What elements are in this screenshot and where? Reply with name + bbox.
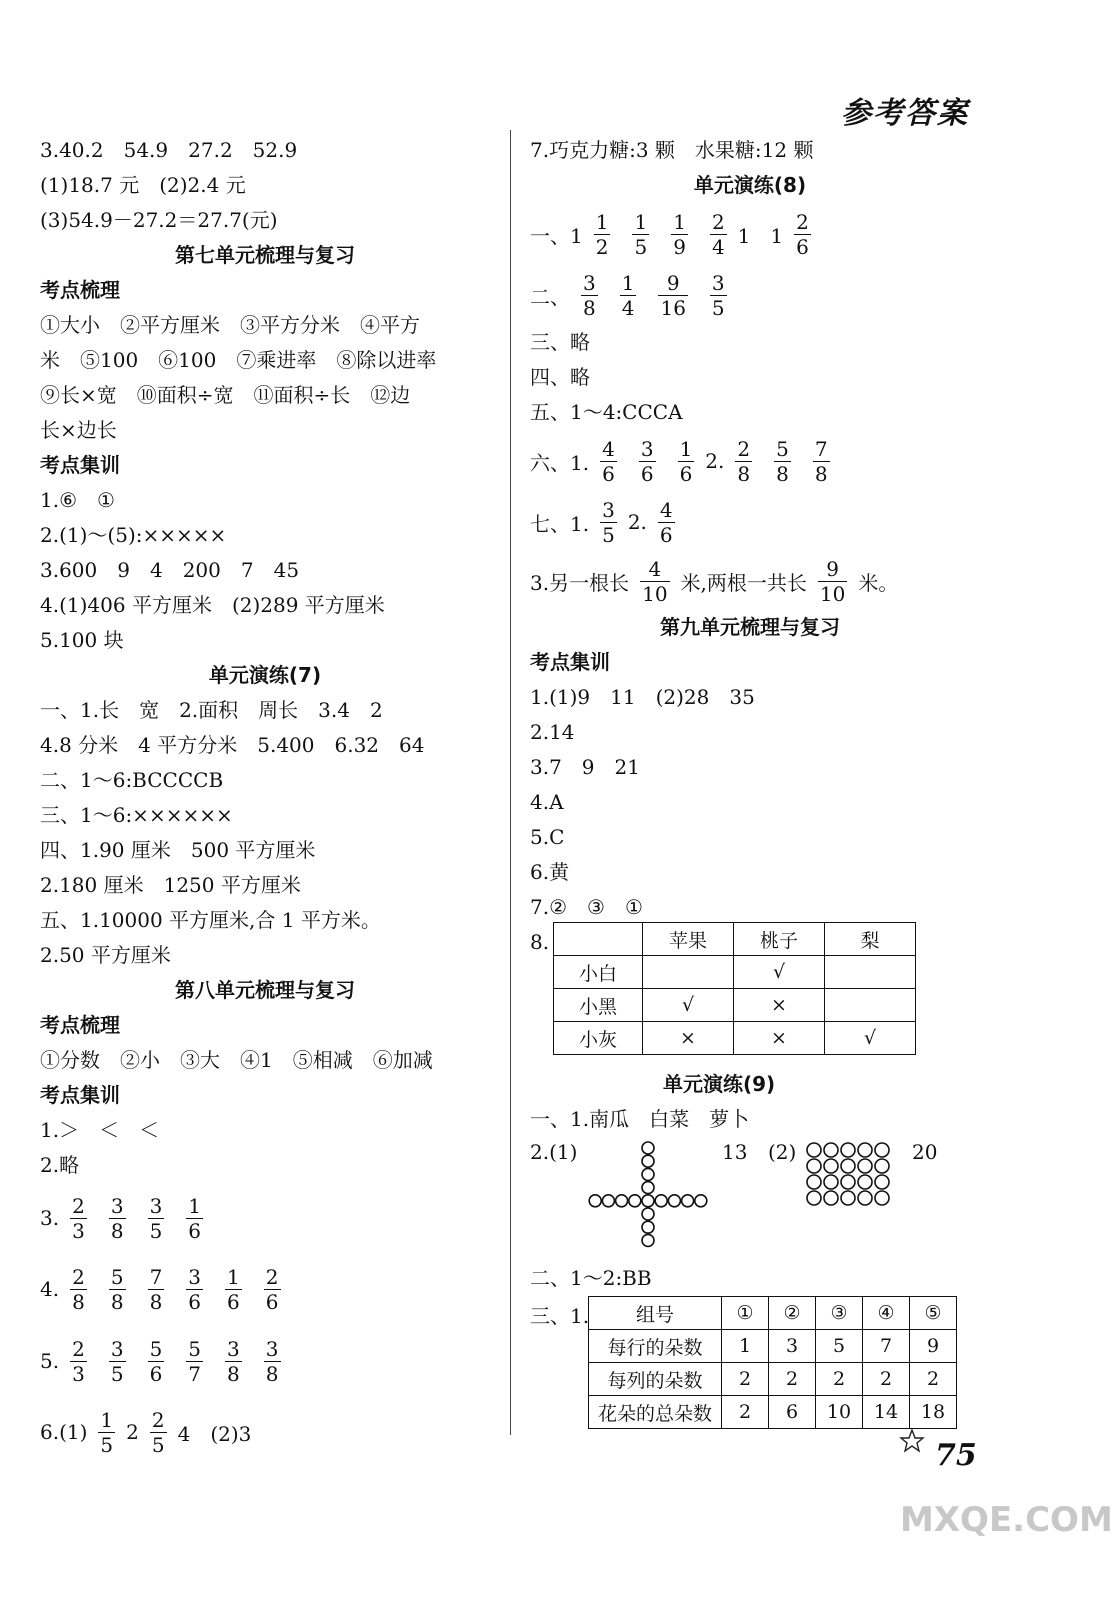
denominator: 16 xyxy=(660,295,686,320)
denominator: 7 xyxy=(188,1361,202,1386)
numerator: 2 xyxy=(72,1336,85,1361)
fraction-group xyxy=(589,436,705,486)
answer-text: 米,两根一共长 xyxy=(680,570,807,595)
table-cell: ⑤ xyxy=(910,1297,957,1330)
column-divider xyxy=(510,130,511,1435)
table-cell: 7 xyxy=(863,1330,910,1363)
table-cell: 2 xyxy=(816,1363,863,1396)
answer-prefix: 七、1. xyxy=(530,511,590,536)
answer-line: 二、1～6:BCCCCB xyxy=(40,768,224,792)
numerator: 3 xyxy=(227,1336,240,1361)
answer-prefix: 3. xyxy=(40,1206,60,1230)
answer-line: (1)18.7 元 (2)2.4 元 xyxy=(40,173,246,197)
numerator: 5 xyxy=(776,436,789,461)
numerator: 1 xyxy=(595,209,609,234)
section-title: 单元演练(8) xyxy=(693,173,807,197)
answer-text: 20 xyxy=(912,1140,938,1164)
answer-line: 8. xyxy=(530,930,550,954)
fraction xyxy=(150,1407,167,1457)
answer-line: 2.50 平方厘米 xyxy=(40,943,171,967)
fraction-line xyxy=(530,492,970,552)
table-cell: × xyxy=(734,989,825,1022)
table-cell: 10 xyxy=(816,1396,863,1429)
numerator: 3 xyxy=(602,497,615,522)
fraction xyxy=(710,209,727,259)
fraction xyxy=(710,270,727,320)
numerator: 9 xyxy=(826,556,839,581)
circle-mark xyxy=(629,1195,641,1207)
numerator: 4 xyxy=(648,556,662,581)
circle-mark xyxy=(858,1191,872,1205)
fraction xyxy=(264,1336,281,1386)
numerator: 1 xyxy=(634,209,648,234)
answer-prefix: 二、 xyxy=(530,284,570,309)
denominator: 5 xyxy=(100,1432,114,1457)
table-cell: 9 xyxy=(910,1330,957,1363)
table-cell: 5 xyxy=(816,1330,863,1363)
answer-line: 2.180 厘米 1250 平方厘米 xyxy=(40,873,301,897)
numerator: 3 xyxy=(110,1193,124,1218)
fraction xyxy=(139,1407,178,1457)
numerator: 7 xyxy=(149,1264,163,1289)
numerator: 7 xyxy=(814,436,828,461)
circle-mark xyxy=(841,1175,855,1189)
denominator: 6 xyxy=(149,1361,163,1386)
fraction xyxy=(794,209,811,259)
numerator: 3 xyxy=(640,436,654,461)
table-cell: ④ xyxy=(863,1297,910,1330)
subsection-title: 考点集训 xyxy=(40,1083,120,1107)
table-cell: × xyxy=(734,1022,825,1055)
fraction xyxy=(70,1264,87,1314)
denominator: 8 xyxy=(110,1218,124,1243)
denominator: 6 xyxy=(679,461,693,486)
fraction-line xyxy=(40,1253,490,1325)
numerator: 2 xyxy=(72,1193,85,1218)
circle-mark xyxy=(682,1195,694,1207)
circle-mark xyxy=(642,1221,654,1233)
subsection-title: 考点集训 xyxy=(530,650,610,674)
circle-mark xyxy=(807,1175,821,1189)
denominator: 8 xyxy=(265,1361,279,1386)
circle-mark xyxy=(807,1191,821,1205)
answer-line: 1.⑥ ① xyxy=(40,488,115,512)
table-cell: 1 xyxy=(722,1330,769,1363)
fraction xyxy=(600,497,617,547)
denominator: 6 xyxy=(659,522,673,547)
numerator: 1 xyxy=(621,270,635,295)
answer-line: 6.黄 xyxy=(530,860,570,884)
answer-line: 2.14 xyxy=(530,720,575,744)
fraction xyxy=(807,556,858,606)
denominator: 10 xyxy=(642,581,668,606)
fraction-line xyxy=(530,203,970,265)
circle-mark xyxy=(589,1195,601,1207)
table-row xyxy=(589,1363,957,1396)
answer-line: (3)54.9－27.2＝27.7(元) xyxy=(40,208,278,232)
numerator: 1 xyxy=(188,1193,202,1218)
table-row xyxy=(554,956,916,989)
fraction xyxy=(109,1336,126,1386)
section-title: 第九单元梳理与复习 xyxy=(660,615,840,639)
circle-mark xyxy=(642,1234,654,1246)
fraction xyxy=(98,1407,115,1457)
circle-mark xyxy=(875,1191,889,1205)
fruit-preference-table xyxy=(553,922,916,1055)
circle-mark xyxy=(655,1195,667,1207)
numerator: 2 xyxy=(711,209,725,234)
numerator: 1 xyxy=(679,436,693,461)
fraction xyxy=(632,209,649,259)
fraction xyxy=(70,1336,87,1386)
numerator: 3 xyxy=(711,270,725,295)
answer-text: 13 xyxy=(722,1140,748,1164)
answer-line: 4.A xyxy=(530,790,564,814)
fraction xyxy=(225,1264,242,1314)
circle-mark xyxy=(841,1143,855,1157)
denominator: 6 xyxy=(265,1289,279,1314)
numerator: 5 xyxy=(110,1264,124,1289)
circle-mark xyxy=(858,1143,872,1157)
circle-mark xyxy=(807,1159,821,1173)
answer-line: 三、1～6:×××××× xyxy=(40,803,233,827)
fraction-group xyxy=(59,1336,291,1386)
answer-line: ⑨长×宽 ⑩面积÷宽 ⑪面积÷长 ⑫边 xyxy=(40,383,411,407)
answer-prefix: 三、1. xyxy=(530,1304,590,1328)
answer-prefix: (2) xyxy=(768,1140,797,1164)
fraction-group xyxy=(583,209,738,259)
answer-line: 米 ⑤100 ⑥100 ⑦乘进率 ⑧除以进率 xyxy=(40,348,437,372)
answer-line: 4.8 分米 4 平方分米 5.400 6.32 64 xyxy=(40,733,425,757)
table-cell: 2 xyxy=(910,1363,957,1396)
circle-mark xyxy=(616,1195,628,1207)
table-cell: 苹果 xyxy=(643,923,734,956)
denominator: 8 xyxy=(149,1289,163,1314)
circle-mark xyxy=(642,1155,654,1167)
answer-prefix: 一、1 xyxy=(530,223,583,248)
circle-mark xyxy=(642,1142,654,1154)
table-cell: ② xyxy=(769,1297,816,1330)
denominator: 8 xyxy=(776,461,789,486)
answer-text: 4 (2)3 xyxy=(177,1421,252,1446)
denominator: 10 xyxy=(819,581,846,606)
answer-prefix: 5. xyxy=(40,1349,60,1373)
table-cell: 桃子 xyxy=(734,923,825,956)
flower-count-table xyxy=(588,1296,957,1429)
table-cell: × xyxy=(643,1022,734,1055)
fraction xyxy=(186,1264,203,1314)
circle-mark xyxy=(642,1195,654,1207)
table-cell: 18 xyxy=(910,1396,957,1429)
denominator: 8 xyxy=(583,295,596,320)
answer-line: 二、1～2:BB xyxy=(530,1266,652,1290)
numerator: 2 xyxy=(151,1407,165,1432)
fraction xyxy=(639,436,656,486)
watermark: MXQE.COM xyxy=(900,1500,1113,1540)
circle-mark xyxy=(841,1159,855,1173)
answer-line: 3.40.2 54.9 27.2 52.9 xyxy=(40,138,298,162)
circle-mark xyxy=(875,1143,889,1157)
subsection-title: 考点集训 xyxy=(40,453,120,477)
denominator: 8 xyxy=(72,1289,85,1314)
answer-line: 1.(1)9 11 (2)28 35 xyxy=(530,685,755,709)
table-row xyxy=(589,1330,957,1363)
fraction-group xyxy=(59,1193,214,1243)
fraction xyxy=(589,497,628,547)
denominator: 6 xyxy=(188,1289,202,1314)
table-cell: 梨 xyxy=(825,923,916,956)
fraction xyxy=(148,1264,165,1314)
fraction-line xyxy=(40,1183,490,1253)
answer-prefix: 2.(1) xyxy=(530,1140,578,1164)
numerator: 1 xyxy=(673,209,686,234)
denominator: 8 xyxy=(227,1361,240,1386)
table-cell xyxy=(825,989,916,1022)
fraction-group xyxy=(570,270,738,320)
circle-mark xyxy=(875,1159,889,1173)
fraction xyxy=(594,209,611,259)
denominator: 8 xyxy=(737,461,751,486)
answer-prefix: 六、1. xyxy=(530,450,590,475)
answer-line: 长×边长 xyxy=(40,418,117,442)
answer-text: 3.另一根长 xyxy=(530,570,630,595)
denominator: 4 xyxy=(621,295,635,320)
table-cell: 2 xyxy=(722,1396,769,1429)
circle-mark xyxy=(602,1195,614,1207)
denominator: 4 xyxy=(711,234,725,259)
circle-mark xyxy=(858,1175,872,1189)
table-cell: √ xyxy=(825,1022,916,1055)
table-row xyxy=(554,1022,916,1055)
fraction xyxy=(658,497,675,547)
numerator: 2 xyxy=(737,436,751,461)
numerator: 3 xyxy=(110,1336,124,1361)
table-cell: ① xyxy=(722,1297,769,1330)
fraction xyxy=(658,270,687,320)
answer-line: 5.C xyxy=(530,825,565,849)
page-number: 75 xyxy=(935,1438,977,1473)
fraction xyxy=(629,556,680,606)
answer-line: 5.100 块 xyxy=(40,628,124,652)
fraction-line xyxy=(530,430,970,492)
fraction xyxy=(109,1193,126,1243)
denominator: 3 xyxy=(72,1361,85,1386)
numerator: 3 xyxy=(149,1193,163,1218)
answer-line: 一、1.长 宽 2.面积 周长 3.4 2 xyxy=(40,698,383,722)
circle-mark xyxy=(807,1143,821,1157)
fraction-line xyxy=(40,1397,490,1467)
circle-mark xyxy=(858,1159,872,1173)
circle-mark xyxy=(642,1168,654,1180)
answer-line: 2.略 xyxy=(40,1153,80,1177)
section-title: 第七单元梳理与复习 xyxy=(175,243,355,267)
table-cell: 小灰 xyxy=(554,1022,643,1055)
denominator: 2 xyxy=(595,234,609,259)
denominator: 5 xyxy=(110,1361,124,1386)
answer-text: 1 1 xyxy=(737,223,784,248)
denominator: 6 xyxy=(227,1289,240,1314)
fraction xyxy=(774,436,791,486)
circle-mark xyxy=(642,1208,654,1220)
circle-mark xyxy=(668,1195,680,1207)
numerator: 4 xyxy=(602,436,615,461)
numerator: 3 xyxy=(188,1264,202,1289)
table-row xyxy=(589,1396,957,1429)
left-column xyxy=(40,133,490,1467)
numerator: 4 xyxy=(659,497,673,522)
star-icon xyxy=(900,1428,940,1468)
fraction xyxy=(186,1336,203,1386)
answer-line: ①分数 ②小 ③大 ④1 ⑤相减 ⑥加减 xyxy=(40,1048,433,1072)
fraction xyxy=(264,1264,281,1314)
fraction xyxy=(783,209,822,259)
answer-prefix: 4. xyxy=(40,1277,60,1301)
fraction xyxy=(87,1407,126,1457)
fraction xyxy=(671,209,688,259)
answer-line: 三、略 xyxy=(530,330,590,354)
table-cell: 14 xyxy=(863,1396,910,1429)
answer-prefix: 6.(1) xyxy=(40,1420,88,1444)
table-cell: 2 xyxy=(769,1363,816,1396)
answer-line: 7.巧克力糖:3 颗 水果糖:12 颗 xyxy=(530,138,814,162)
answer-text: 2. xyxy=(705,449,725,473)
subsection-title: 考点梳理 xyxy=(40,278,120,302)
fraction-group xyxy=(59,1264,291,1314)
cross-circle-pattern xyxy=(588,1140,708,1252)
denominator: 5 xyxy=(149,1218,163,1243)
subsection-title: 考点梳理 xyxy=(40,1013,120,1037)
circle-mark xyxy=(824,1143,838,1157)
fraction xyxy=(148,1193,165,1243)
numerator: 2 xyxy=(796,209,809,234)
denominator: 8 xyxy=(814,461,828,486)
circle-mark xyxy=(642,1182,654,1194)
denominator: 6 xyxy=(640,461,654,486)
denominator: 8 xyxy=(110,1289,124,1314)
fraction xyxy=(735,436,752,486)
fraction xyxy=(186,1193,203,1243)
circle-mark xyxy=(841,1191,855,1205)
fraction xyxy=(600,436,617,486)
grid-circle-pattern xyxy=(806,1142,896,1208)
numerator: 2 xyxy=(72,1264,85,1289)
section-title: 单元演练(9) xyxy=(663,1072,776,1096)
table-cell xyxy=(643,956,734,989)
answer-line: 3.7 9 21 xyxy=(530,755,640,779)
numerator: 3 xyxy=(583,270,596,295)
denominator: 6 xyxy=(188,1218,202,1243)
numerator: 5 xyxy=(149,1336,163,1361)
numerator: 9 xyxy=(666,270,680,295)
numerator: 5 xyxy=(188,1336,202,1361)
fraction xyxy=(640,556,669,606)
answer-line: 五、1.10000 平方厘米,合 1 平方米。 xyxy=(40,908,381,932)
table-cell: 花朵的总朵数 xyxy=(589,1396,722,1429)
answer-line: 四、略 xyxy=(530,365,590,389)
fraction-line xyxy=(40,1325,490,1397)
circle-mark xyxy=(824,1191,838,1205)
denominator: 6 xyxy=(602,461,615,486)
fraction-group xyxy=(724,436,840,486)
circle-mark xyxy=(824,1159,838,1173)
table-row xyxy=(554,923,916,956)
denominator: 5 xyxy=(711,295,725,320)
fraction xyxy=(647,497,686,547)
circle-mark xyxy=(875,1175,889,1189)
table-row xyxy=(554,989,916,1022)
table-cell xyxy=(825,956,916,989)
fraction-line xyxy=(530,552,970,610)
page-header-title: 参考答案 xyxy=(841,96,969,131)
answer-line: 1.＞ ＜ ＜ xyxy=(40,1118,160,1142)
table-row xyxy=(589,1297,957,1330)
denominator: 5 xyxy=(634,234,648,259)
fraction-line xyxy=(530,265,970,325)
fraction xyxy=(148,1336,165,1386)
right-column xyxy=(530,133,970,960)
fraction xyxy=(620,270,637,320)
denominator: 9 xyxy=(673,234,686,259)
fraction xyxy=(225,1336,242,1386)
answer-line: 一、1.南瓜 白菜 萝卜 xyxy=(530,1107,750,1131)
fraction xyxy=(678,436,695,486)
answer-line: ①大小 ②平方厘米 ③平方分米 ④平方 xyxy=(40,313,420,337)
fraction xyxy=(813,436,830,486)
table-cell: 小黑 xyxy=(554,989,643,1022)
circle-mark xyxy=(695,1195,707,1207)
fraction xyxy=(109,1264,126,1314)
table-cell: 2 xyxy=(863,1363,910,1396)
answer-line: 四、1.90 厘米 500 平方厘米 xyxy=(40,838,316,862)
numerator: 1 xyxy=(100,1407,114,1432)
fraction xyxy=(818,556,847,606)
table-cell: 小白 xyxy=(554,956,643,989)
fraction xyxy=(581,270,598,320)
table-cell: 组号 xyxy=(589,1297,722,1330)
table-cell: √ xyxy=(643,989,734,1022)
table-cell: 每行的朵数 xyxy=(589,1330,722,1363)
denominator: 6 xyxy=(796,234,809,259)
section-title: 单元演练(7) xyxy=(208,663,322,687)
answer-line: 2.(1)～(5):××××× xyxy=(40,523,227,547)
section-title: 第八单元梳理与复习 xyxy=(175,978,355,1002)
numerator: 3 xyxy=(265,1336,279,1361)
table-cell xyxy=(554,923,643,956)
circle-mark xyxy=(824,1175,838,1189)
table-cell: 每列的朵数 xyxy=(589,1363,722,1396)
denominator: 5 xyxy=(602,522,615,547)
table-cell: 2 xyxy=(722,1363,769,1396)
answer-text: 米。 xyxy=(858,570,899,595)
table-cell: 6 xyxy=(769,1396,816,1429)
table-cell: 3 xyxy=(769,1330,816,1363)
denominator: 3 xyxy=(72,1218,85,1243)
answer-text: 2 xyxy=(126,1420,139,1444)
answer-line: 五、1～4:CCCA xyxy=(530,400,683,424)
answer-line: 4.(1)406 平方厘米 (2)289 平方厘米 xyxy=(40,593,385,617)
table-cell: √ xyxy=(734,956,825,989)
table-cell: ③ xyxy=(816,1297,863,1330)
numerator: 2 xyxy=(265,1264,279,1289)
fraction xyxy=(70,1193,87,1243)
answer-text: 2. xyxy=(627,510,647,534)
answer-line: 7.② ③ ① xyxy=(530,895,643,919)
answer-line: 3.600 9 4 200 7 45 xyxy=(40,558,300,582)
denominator: 5 xyxy=(151,1432,165,1457)
numerator: 1 xyxy=(227,1264,240,1289)
